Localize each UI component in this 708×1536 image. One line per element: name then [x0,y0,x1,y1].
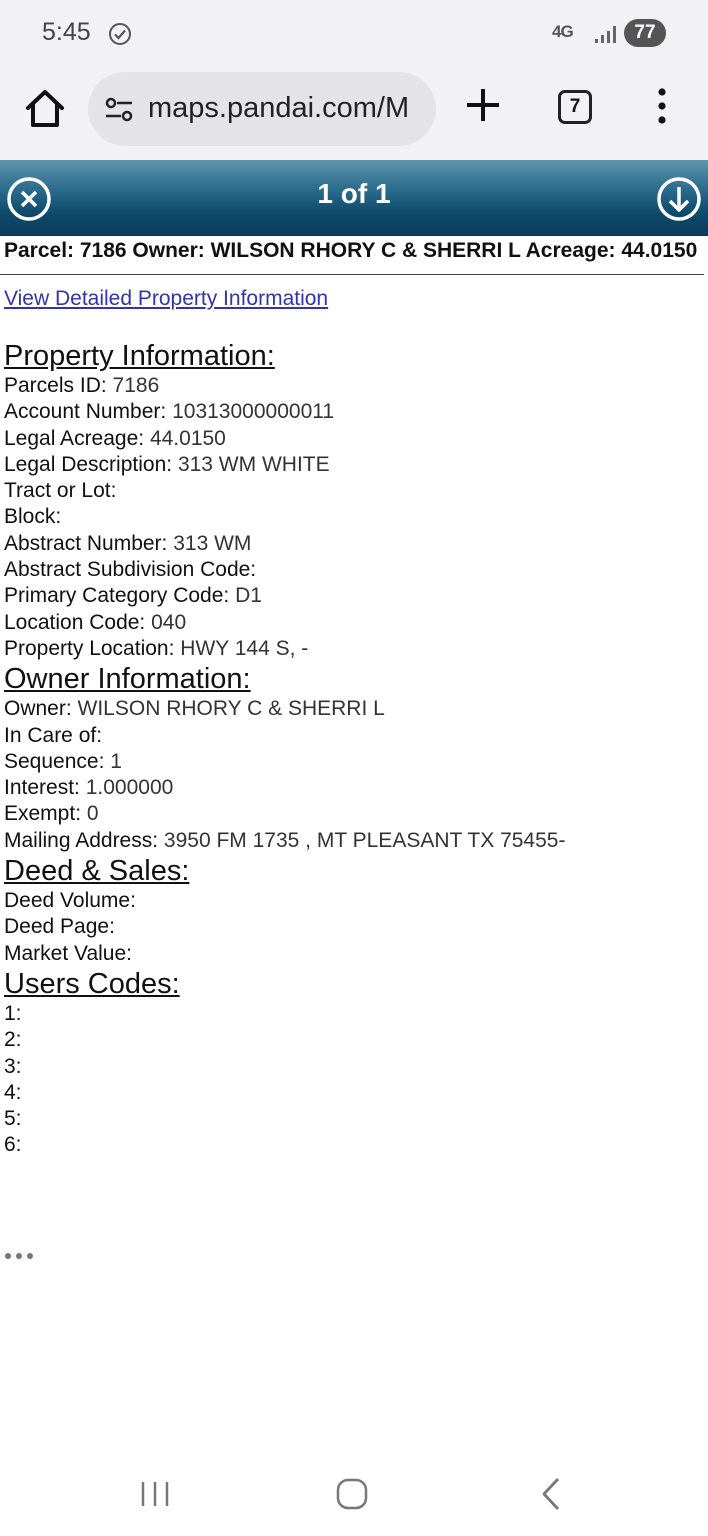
deed-fields [4,888,704,967]
field-label: Parcels ID: [4,374,107,397]
new-tab-icon[interactable] [462,84,504,126]
users-field-row [4,1001,704,1027]
network-indicator: 4G [552,22,573,41]
parcel-summary: Parcel: 7186 Owner: WILSON RHORY C & SHERRI L Acreage: 44.0150 [4,239,698,262]
deed-field-row [4,914,704,940]
field-value: 313 WM [173,531,252,555]
field-label: Property Location: [4,636,175,660]
tab-switcher-button[interactable]: 7 [558,90,592,124]
users-field-row [4,1027,704,1053]
users-field-row [4,1132,704,1158]
check-circle-icon [108,22,132,46]
owner-field-row [4,828,704,854]
battery-indicator: 77 [624,19,666,47]
owner-field-row [4,749,704,775]
property-fields [4,373,704,662]
field-label: Location Code: [4,610,146,634]
field-label: 5: [4,1107,22,1131]
property-field-row [4,399,704,425]
owner-field-row [4,775,704,801]
owner-field-row [4,723,704,749]
field-label: Sequence: [4,749,105,773]
url-text[interactable]: maps.pandai.com/M [148,92,410,124]
users-field-row [4,1054,704,1080]
property-field-row [4,636,704,662]
field-value: 0 [86,802,99,826]
field-value: 1.000000 [85,776,174,800]
status-bar [0,0,708,66]
field-label: Owner: [4,697,72,721]
field-label: 4: [4,1080,22,1104]
recent-apps-icon[interactable] [138,1480,172,1508]
field-label: Account Number: [4,400,167,424]
owner-field-row [4,696,704,722]
field-label: Deed Volume: [4,889,136,913]
property-field-row [4,557,704,583]
field-value: 1 [110,749,122,773]
browser-toolbar [0,66,708,160]
field-label: Interest: [4,776,80,800]
field-label: In Care of: [4,723,103,747]
property-field-row [4,531,704,557]
ellipsis-icon[interactable] [4,1244,36,1268]
address-bar[interactable] [88,72,436,146]
field-label: Abstract Number: [4,531,168,555]
owner-fields [4,696,704,854]
parcel-details [4,236,704,1159]
field-value: 3950 FM 1735 , MT PLEASANT TX 75455- [163,828,566,852]
popup-title: 1 of 1 [317,178,391,209]
field-label: Mailing Address: [4,828,159,852]
back-icon[interactable] [538,1476,564,1512]
field-value: 10313000000011 [172,400,335,424]
users-field-row [4,1106,704,1132]
field-value: HWY 144 S, - [180,636,309,660]
users-field-row [4,1080,704,1106]
field-label: Legal Description: [4,452,173,476]
field-label: Market Value: [4,941,132,965]
system-nav-bar [0,1452,708,1536]
field-value: D1 [235,584,262,608]
field-value: 7186 [112,374,160,397]
field-value: 040 [151,610,187,634]
field-label: Abstract Subdivision Code: [4,558,257,582]
field-value: WILSON RHORY C & SHERRI L [77,697,385,721]
property-field-row [4,583,704,609]
site-settings-icon[interactable] [104,96,134,124]
field-label: Exempt: [4,802,82,826]
property-field-row [4,610,704,636]
deed-field-row [4,888,704,914]
divider [0,274,704,275]
popup-header [0,160,708,236]
status-time: 5:45 [42,18,91,46]
property-field-row [4,478,704,504]
section-title-owner: Owner Information: [4,663,251,696]
more-menu-icon[interactable] [650,86,674,126]
owner-field-row [4,801,704,827]
field-value: 313 WM WHITE [177,452,330,476]
property-field-row [4,426,704,452]
property-field-row [4,504,704,530]
field-label: 2: [4,1028,22,1052]
home-nav-icon[interactable] [336,1478,368,1510]
property-field-row [4,452,704,478]
field-label: 3: [4,1054,22,1078]
field-label: 1: [4,1001,22,1025]
section-title-deed: Deed & Sales: [4,855,190,888]
field-label: Tract or Lot: [4,479,117,503]
section-title-users: Users Codes: [4,967,180,1000]
field-label: 6: [4,1133,22,1157]
users-fields [4,1001,704,1159]
download-arrow-icon[interactable] [656,176,702,222]
deed-field-row [4,941,704,967]
field-label: Deed Page: [4,915,115,939]
home-icon[interactable] [20,84,70,134]
property-field-row [4,373,704,399]
signal-icon [594,24,618,44]
section-title-property: Property Information: [4,340,275,372]
view-details-link[interactable]: View Detailed Property Information [4,287,329,310]
field-label: Block: [4,505,62,529]
field-label: Primary Category Code: [4,584,230,608]
field-value: 44.0150 [149,426,226,450]
field-label: Legal Acreage: [4,426,145,450]
